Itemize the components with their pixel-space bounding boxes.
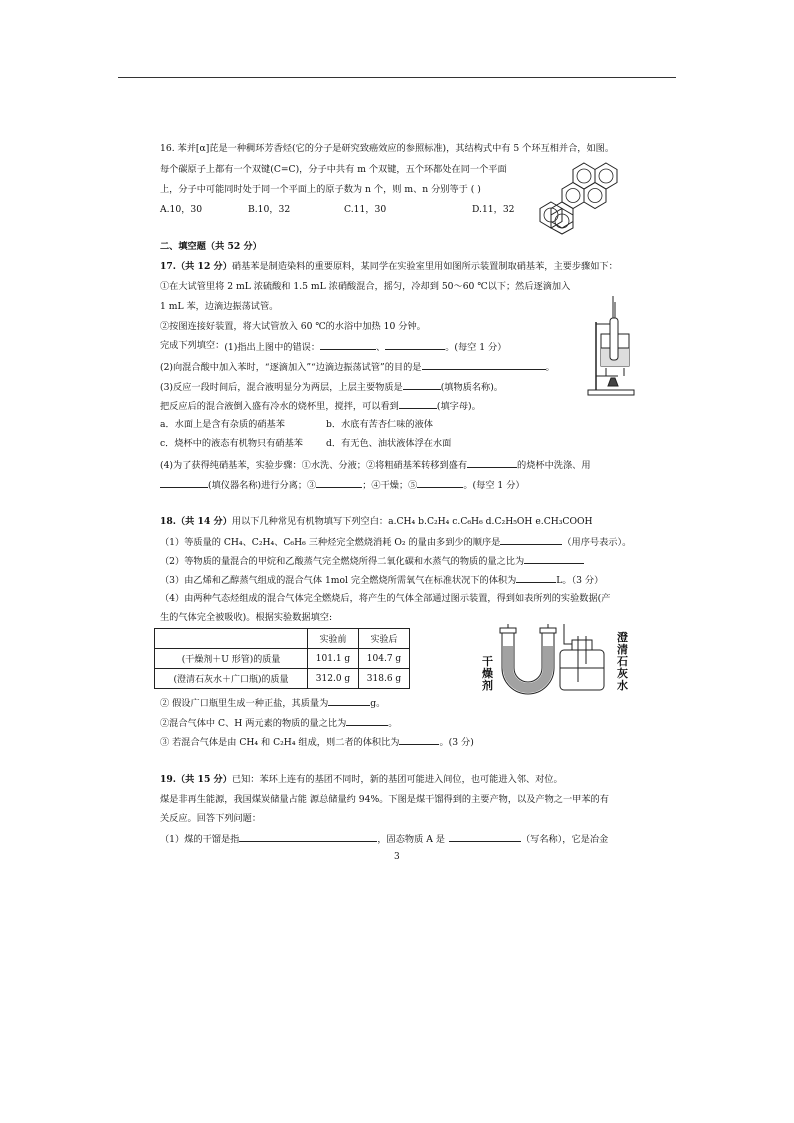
absorption-apparatus-diagram	[482, 624, 632, 696]
q17-blank-purpose[interactable]	[422, 360, 546, 370]
experiment-data-table	[154, 628, 410, 689]
q17-blank-observation[interactable]	[399, 399, 437, 409]
q19-line2: 煤是非再生能源，我国煤炭储量占能 源总储量约 94%。下图是煤干馏得到的主要产物，以及产物之一甲苯的有	[160, 794, 609, 805]
q17-option-c: c．烧杯中的液态有机物只有硝基苯	[160, 438, 303, 449]
table-row	[155, 669, 410, 689]
benzopyrene-structure-diagram	[525, 160, 640, 235]
q18-blank-ch-ratio[interactable]	[346, 716, 388, 726]
q17-option-b: b．水底有苦杏仁味的液体	[326, 419, 433, 430]
q17-option-d: d．有无色、油状液体浮在水面	[326, 438, 452, 449]
q18-q1-end: g。	[370, 698, 386, 709]
table-cell: 104.7 g	[359, 649, 410, 669]
q17-p6-end: 。(每空 1 分）	[463, 480, 525, 491]
q16-line1: 16. 苯并[α]芘是一种稠环芳香烃(它的分子是研究致癌效应的参照标准)，其结构式中有 5 个环互相并合，如图。	[160, 143, 615, 154]
q17-blank-wash-reagent[interactable]	[467, 458, 517, 468]
q17-p1-sep: 、	[376, 342, 386, 353]
nitration-apparatus-diagram	[584, 296, 644, 398]
q17-p6-mid: ；④干燥；⑤	[362, 480, 418, 491]
q17-p3-end: (填物质名称)。	[440, 382, 503, 393]
q16-option-d: D.11，32	[472, 204, 515, 215]
table-cell: 318.6 g	[359, 669, 410, 689]
desiccant-label: 干燥剂	[482, 655, 493, 692]
q17-blank-error-2[interactable]	[385, 340, 445, 350]
q18-blank-salt-mass[interactable]	[328, 696, 370, 706]
q17-blank-step5[interactable]	[417, 478, 463, 488]
q18-p2-label: （2）等物质的量混合的甲烷和乙酸蒸气完全燃烧所得二氧化碳和水蒸气的物质的量之比为	[160, 556, 525, 567]
table-cell: (澄清石灰水＋广口瓶)的质量	[155, 669, 308, 689]
q18-blank-volume-ratio[interactable]	[399, 735, 439, 745]
q19-p1-mid: ，固态物质 A 是	[377, 834, 445, 845]
q18-q3-label: ③ 若混合气体是由 CH₄ 和 C₂H₄ 组成，则二者的体积比为	[160, 737, 400, 748]
q17-p5-label: (4)为了获得纯硝基苯，实验步骤：①水洗、分液；②将粗硝基苯转移到盛有	[160, 460, 468, 471]
q17-step1a: ①在大试管里将 2 mL 浓硫酸和 1.5 mL 浓硝酸混合，摇匀，冷却到 50～60 ℃以下；然后逐滴加入	[160, 281, 571, 292]
q17-blank-step3[interactable]	[316, 478, 362, 488]
q18-q3-end: 。(3 分)	[439, 737, 474, 748]
q17-p4-label: 把反应后的混合液倒入盛有冷水的烧杯里，搅拌，可以看到	[160, 401, 399, 412]
q18-q1-label: ② 假设广口瓶里生成一种正盐，其质量为	[160, 698, 329, 709]
q18-p4b: 生的气体完全被吸收)。根据实验数据填空:	[160, 612, 333, 623]
q17-p6-label: (填仪器名称)进行分离；③	[208, 480, 317, 491]
q18-p1-label: （1）等质量的 CH₄、C₂H₄、C₆H₆ 三种烃完全燃烧消耗 O₂ 的量由多到少的顺序是	[160, 537, 501, 548]
q18-blank-volume[interactable]	[516, 573, 556, 583]
q18-q2-end: 。	[388, 718, 398, 729]
q17-p5-end: 的烧杯中洗涤、用	[517, 460, 591, 471]
table-header-cell	[155, 629, 308, 649]
q17-step2: ②按图连接好装置，将大试管放入 60 ℃的水浴中加热 10 分钟。	[160, 321, 426, 332]
q16-line3: 上，分子中可能同时处于同一个平面上的原子数为 n 个，则 m、n 分别等于 ( )	[160, 184, 481, 195]
q18-p3-label: （3）由乙烯和乙醇蒸气组成的混合气体 1mol 完全燃烧所需氧气在标准状况下的体积为	[160, 575, 517, 586]
q17-blank-error-1[interactable]	[320, 340, 376, 350]
q19-intro: 已知：苯环上连有的基团不同时，新的基团可能进入间位，也可能进入邻、对位。	[231, 774, 563, 785]
q18-p4a: （4）由两种气态烃组成的混合气体完全燃烧后，将产生的气体全部通过图示装置，得到如表所列的实验数据(产	[160, 593, 611, 604]
section-2-title: 二、填空题（共 52 分）	[160, 241, 262, 252]
q16-line2: 每个碳原子上都有一个双键(C=C)，分子中共有 m 个双键，五个环都处在同一个平面	[160, 164, 507, 175]
q18-blank-ratio[interactable]	[524, 554, 584, 564]
q16-option-a: A.10，30	[160, 204, 203, 215]
q17-blank-instrument[interactable]	[160, 478, 208, 488]
q19-head: 19.（共 15 分）	[160, 774, 232, 785]
q17-p2-end: 。	[545, 362, 555, 373]
table-header-cell: 实验后	[359, 629, 410, 649]
table-cell: 101.1 g	[308, 649, 359, 669]
table-header-cell: 实验前	[308, 629, 359, 649]
q17-prompt: 完成下列填空：	[160, 340, 225, 351]
q17-p2-label: (2)向混合酸中加入苯时，“逐滴加入”“边滴边振荡试管”的目的是	[160, 362, 422, 373]
q18-intro: 用以下几种常见有机物填写下列空白：a.CH₄ b.C₂H₄ c.C₆H₆ d.C₂H₅OH e.CH₃COOH	[231, 516, 593, 527]
table-cell: 312.0 g	[308, 669, 359, 689]
page-number: 3	[394, 852, 400, 862]
q17-intro: 硝基苯是制造染料的重要原料，某同学在实验室里用如图所示装置制取硝基苯，主要步骤如下：	[231, 261, 618, 272]
q17-p1-label: (1)指出上图中的错误：	[224, 342, 321, 353]
q18-blank-order[interactable]	[500, 535, 562, 545]
q18-q2-label: ②混合气体中 C、H 两元素的物质的量之比为	[160, 718, 347, 729]
q19-blank-solid-a[interactable]	[449, 832, 521, 842]
q17-step1b: 1 mL 苯，边滴边振荡试管。	[160, 301, 279, 312]
limewater-label: 澄清石灰水	[617, 631, 628, 692]
table-cell: (干燥剂＋U 形管)的质量	[155, 649, 308, 669]
table-header-row	[155, 629, 410, 649]
q17-p4-end: (填字母)。	[436, 401, 481, 412]
q19-p1-label: （1）煤的干馏是指	[160, 834, 240, 845]
q18-p1-end: （用序号表示）。	[562, 537, 632, 548]
q17-p3-label: (3)反应一段时间后，混合液明显分为两层，上层主要物质是	[160, 382, 403, 393]
q17-blank-upper-layer[interactable]	[403, 380, 441, 390]
q16-option-b: B.10，32	[248, 204, 291, 215]
q17-option-a: a．水面上是含有杂质的硝基苯	[160, 419, 285, 430]
q17-p1-end: 。(每空 1 分）	[445, 342, 507, 353]
q17-head: 17.（共 12 分）	[160, 261, 232, 272]
q19-line3: 关反应。回答下列问题：	[160, 813, 262, 824]
q16-option-c: C.11，30	[344, 204, 387, 215]
q18-p3-end: L。（3 分）	[556, 575, 604, 586]
q19-p1-end: （写名称），它是冶金	[520, 834, 609, 845]
header-rule	[118, 77, 676, 78]
q19-blank-dry-distillation[interactable]	[239, 832, 377, 842]
table-row	[155, 649, 410, 669]
q18-head: 18.（共 14 分）	[160, 516, 232, 527]
